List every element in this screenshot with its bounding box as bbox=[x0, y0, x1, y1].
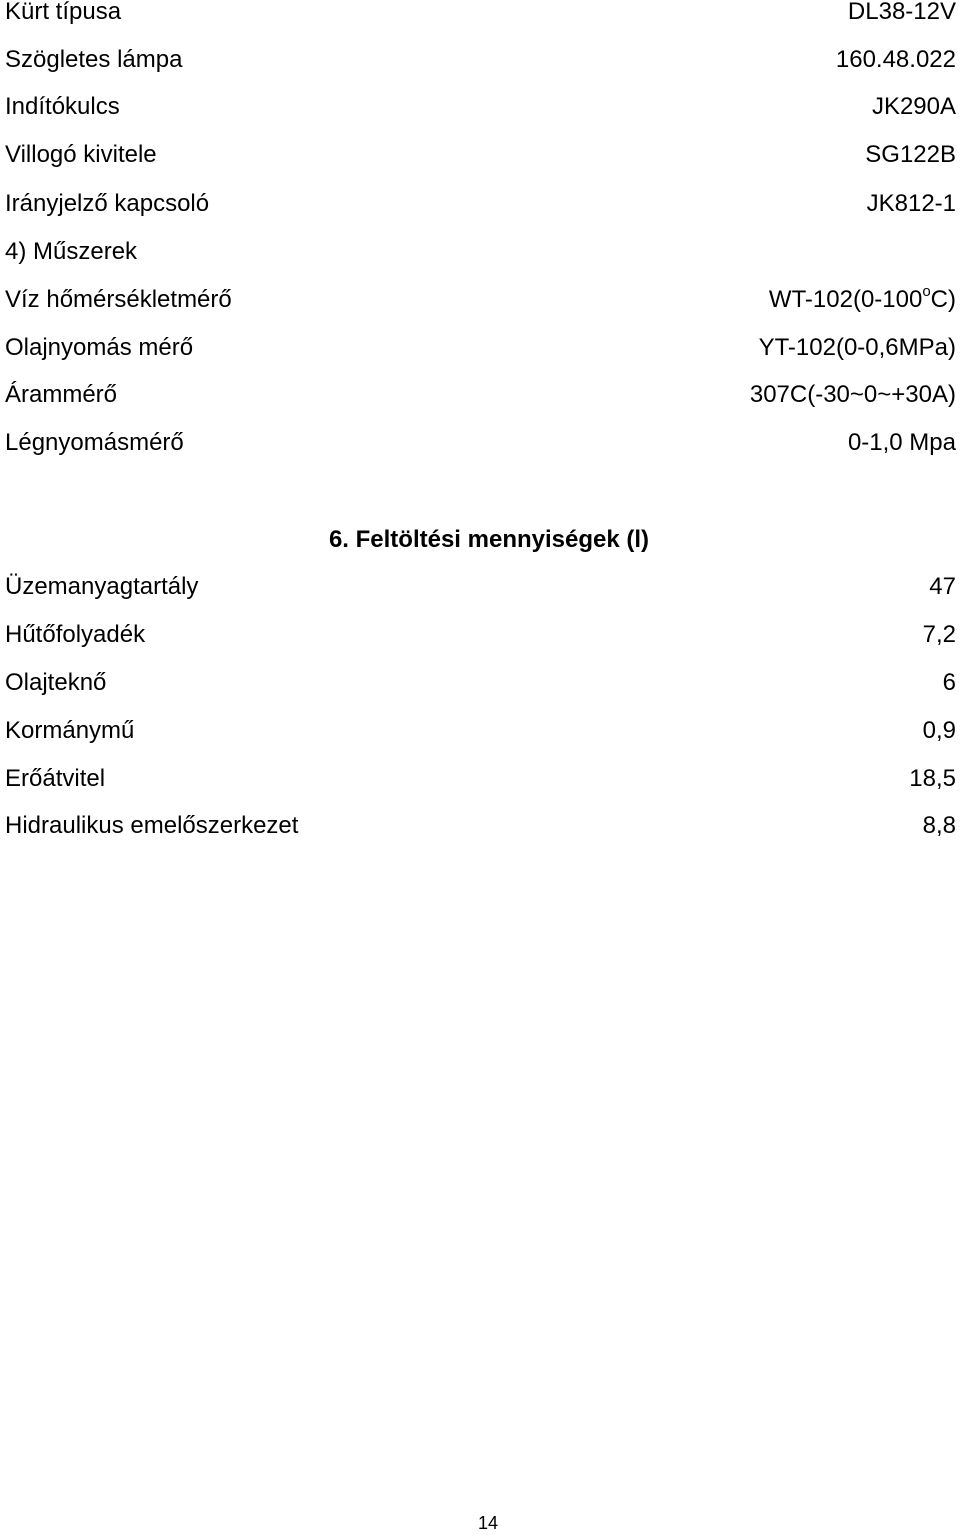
spec-row-flasher-type bbox=[5, 140, 956, 170]
capacity-value: 6 bbox=[942, 669, 956, 696]
value-prefix: WT-102(0-100 bbox=[768, 286, 923, 313]
spec-row-horn-type bbox=[5, 0, 956, 27]
spec-label: Szögletes lámpa bbox=[5, 46, 183, 73]
capacities-title: 6. Feltöltési mennyiségek (l) bbox=[328, 526, 650, 553]
instruments-heading: 4) Műszerek bbox=[5, 238, 138, 265]
capacity-row-hydraulic-lift bbox=[5, 811, 956, 841]
spec-label: Víz hőmérsékletmérő bbox=[5, 286, 232, 313]
spec-row-water-temp-gauge bbox=[5, 285, 956, 315]
spec-value: JK812-1 bbox=[866, 190, 956, 217]
capacity-label: Kormánymű bbox=[5, 717, 135, 744]
spec-label: Villogó kivitele bbox=[5, 141, 157, 168]
spec-row-air-pressure-gauge bbox=[5, 428, 956, 458]
capacity-value: 7,2 bbox=[922, 621, 956, 648]
spec-value: YT-102(0-0,6MPa) bbox=[758, 334, 956, 361]
spec-row-ignition-key bbox=[5, 92, 956, 122]
spec-label: Légnyomásmérő bbox=[5, 429, 184, 456]
spec-label: Indítókulcs bbox=[5, 93, 120, 120]
spec-label: Kürt típusa bbox=[5, 0, 122, 25]
capacity-label: Hűtőfolyadék bbox=[5, 621, 146, 648]
capacity-row-oil-pan bbox=[5, 668, 956, 698]
value-suffix: C) bbox=[930, 286, 956, 313]
spec-label: Irányjelző kapcsoló bbox=[5, 190, 210, 217]
spec-row-turn-signal-switch bbox=[5, 189, 956, 219]
capacity-value: 18,5 bbox=[909, 765, 956, 792]
spec-value bbox=[769, 285, 956, 315]
spec-value: JK290A bbox=[871, 93, 956, 120]
capacity-row-fuel-tank bbox=[5, 572, 956, 602]
capacity-value: 47 bbox=[929, 573, 956, 600]
capacity-label: Üzemanyagtartály bbox=[5, 573, 199, 600]
spec-row-ammeter bbox=[5, 380, 956, 410]
spec-value: DL38-12V bbox=[847, 0, 956, 25]
capacity-row-transmission bbox=[5, 764, 956, 794]
degree-symbol: o bbox=[922, 283, 931, 300]
spec-value: SG122B bbox=[865, 141, 956, 168]
page-number: 14 bbox=[477, 1513, 499, 1533]
spec-value: 0-1,0 Mpa bbox=[847, 429, 956, 456]
capacity-value: 8,8 bbox=[922, 812, 956, 839]
capacity-row-coolant bbox=[5, 620, 956, 650]
capacity-label: Olajteknő bbox=[5, 669, 107, 696]
capacity-label: Hidraulikus emelőszerkezet bbox=[5, 812, 299, 839]
spec-row-square-lamp bbox=[5, 45, 956, 75]
spec-value: 160.48.022 bbox=[835, 46, 956, 73]
capacity-row-steering-gear bbox=[5, 716, 956, 746]
capacity-label: Erőátvitel bbox=[5, 765, 106, 792]
spec-label: Olajnyomás mérő bbox=[5, 334, 194, 361]
spec-value: 307C(-30~0~+30A) bbox=[749, 381, 956, 408]
capacity-value: 0,9 bbox=[922, 717, 956, 744]
spec-row-oil-pressure-gauge bbox=[5, 333, 956, 363]
spec-label: Árammérő bbox=[5, 381, 118, 408]
